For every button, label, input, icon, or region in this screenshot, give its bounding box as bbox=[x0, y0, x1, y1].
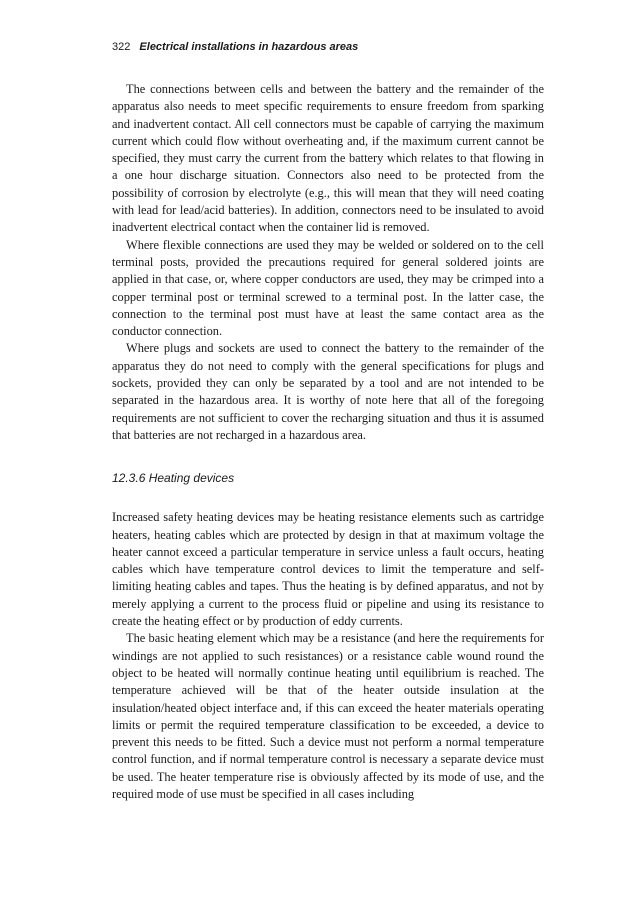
paragraph-heating-devices-intro: Increased safety heating devices may be heating resistance elements such as cartridge heaters, heating cables which are protected by design in that at maximum voltage the heater cannot exceed a particular temperature in service unless a fault occurs, heating cables which have temperature control devices to limit the temperature and self-limiting heating cables and tapes. Thus the heating is by defined apparatus, and not by merely applying a current to the process fluid or pipeline and using its resistance to create the heating effect or by production of eddy currents. bbox=[112, 510, 544, 629]
paragraph-basic-heating-element: The basic heating element which may be a resistance (and here the requirements for windings are not applied to such resistances) or a resistance cable wound round the object to be heated will normally continue heating until equilibrium is reached. The temperature achieved will be that of the heater outside insulation at the insulation/heated object interface and, if this can exceed the heater materials operating limits or permit the required temperature classification to be exceeded, a device to prevent this needs to be fitted. Such a device must not perform a normal temperature control function, and if normal temperature control is necessary a separate device must be used. The heater temperature rise is obviously affected by its mode of use, and the required mode of use must be specified in all cases including bbox=[112, 631, 544, 801]
page-number: 322 bbox=[112, 41, 131, 53]
chapter-title: Electrical installations in hazardous areas bbox=[139, 41, 359, 53]
text-block-heating-devices bbox=[112, 509, 544, 803]
running-head bbox=[112, 40, 544, 54]
paragraph-cell-connections: The connections between cells and between the battery and the remainder of the apparatus also needs to meet specific requirements to ensure freedom from sparking and inadvertent contact. All cell connectors must be capable of carrying the maximum current which could flow without overheating and, if the maximum current cannot be specified, they must carry the current from the battery which relates to that flowing in a one hour discharge situation. Connectors also need to be protected from the possibility of corrosion by electrolyte (e.g., this will mean that they will need coating with lead for lead/acid batteries). In addition, connectors need to be insulated to avoid inadvertent electrical contact when the container lid is removed. bbox=[112, 82, 544, 235]
paragraph-plugs-and-sockets: Where plugs and sockets are used to connect the battery to the remainder of the apparatus they do not need to comply with the general specifications for plugs and sockets, provided they can only be separated by a tool and are not intended to be separated in the hazardous area. It is worthy of note here that all of the foregoing requirements are not sufficient to cover the recharging situation and thus it is assumed that batteries are not recharged in a hazardous area. bbox=[112, 341, 544, 442]
section-heading: 12.3.6 Heating devices bbox=[112, 471, 235, 486]
book-page bbox=[112, 40, 544, 803]
text-block-battery-connections bbox=[112, 81, 544, 444]
paragraph-flexible-connections: Where flexible connections are used they may be welded or soldered on to the cell terminal posts, provided the precautions required for general soldered joints are applied in that case, or, where copper conductors are used, they may be crimped into a copper terminal post or terminal screwed to a terminal post. In the latter case, the connection to the terminal post must have at least the same contact area as the conductor connection. bbox=[112, 237, 544, 339]
